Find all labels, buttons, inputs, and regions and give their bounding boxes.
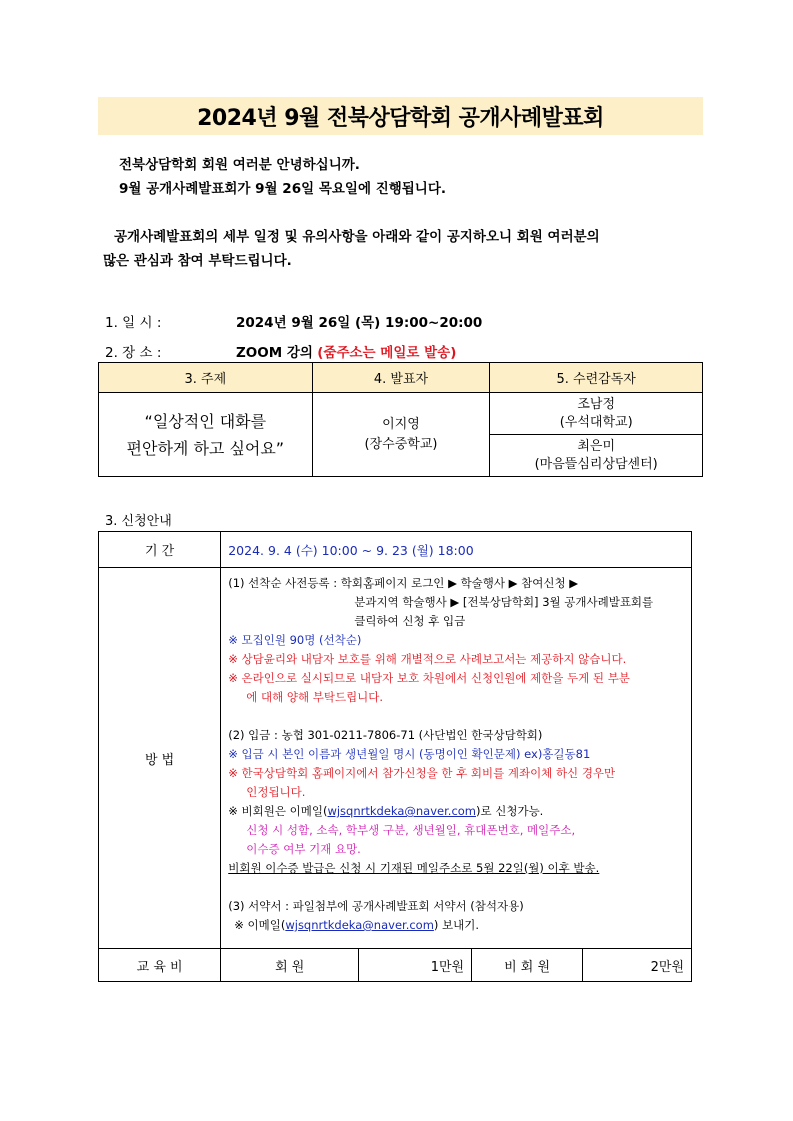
topic-cell: “일상적인 대화를 편안하게 하고 싶어요” [99, 393, 313, 477]
method-label: 방 법 [99, 568, 221, 949]
place-value: ZOOM 강의 (줌주소는 메일로 발송) [236, 345, 457, 361]
supervisor-cell: 조남정 (우석대학교) [490, 393, 703, 435]
application-table [98, 531, 692, 982]
presenter-cell: 이지영 (장수중학교) [312, 393, 490, 477]
presentation-table [98, 362, 703, 477]
fee-label: 교 육 비 [99, 949, 221, 982]
greeting-line: 공개사례발표회의 세부 일정 및 유의사항을 아래와 같이 공지하오니 회원 여러분의 [114, 229, 600, 245]
email-link[interactable]: wjsqnrtkdeka@naver.com [327, 804, 476, 818]
period-label: 기 간 [99, 532, 221, 568]
page-title: 2024년 9월 전북상담학회 공개사례발표회 [98, 97, 703, 135]
nonmember-label: 비 회 원 [472, 949, 583, 982]
period-value: 2024. 9. 4 (수) 10:00 ~ 9. 23 (월) 18:00 [221, 532, 692, 568]
date-value: 2024년 9월 26일 (목) 19:00~20:00 [236, 315, 483, 331]
nonmember-fee: 2만원 [583, 949, 692, 982]
supervisor-cell: 최은미 (마음뜰심리상담센터) [490, 435, 703, 477]
place-label: 2. 장 소 : [105, 345, 162, 361]
place-note: (줌주소는 메일로 발송) [317, 345, 457, 361]
method-content: (1) 선착순 사전등록 : 학회홈페이지 로그인 ▶ 학술행사 ▶ 참여신청 ▶ 분과지역 학술행사 ▶ [전북상담학회] 3월 공개사례발표회를 클릭하여 신청 후 입금 ※ 모집인원 90명 (선착순) ※ 상담윤리와 내담자 보호를 위해 개별적으로 사례보고서는 제공하지 않습니다. ※ 온라인으로 실시되므로 내담자 보호 차원에서 신청인원에 제한을 두게 된 부분 에 대해 양해 부탁드립니다. (2) 입금 : 농협 301-0211-7806-71 (사단법인 한국상담학회) ※ 입금 시 본인 이름과 생년월일 명시 (동명이인 확인문제) ex)홍길동81 ※ 한국상담학회 홈페이지에서 참가신청을 한 후 회비를 계좌이체 하신 경우만 인정됩니다. ※ 비회원은 이메일(wjsqnrtkdeka@naver.com)로 신청가능. 신청 시 성함, 소속, 학부생 구분, 생년월일, 휴대폰번호, 메일주소, 이수증 여부 기재 요망. 비회원 이수증 발급은 신청 시 기재된 메일주소로 5월 22일(월) 이후 발송. (3) 서약서 : 파일첨부에 공개사례발표회 서약서 (참석자용) ※ 이메일(wjsqnrtkdeka@naver.com) 보내기. [221, 568, 692, 949]
greeting-line: 전북상담학회 회원 여러분 안녕하십니까. [119, 157, 360, 173]
email-link[interactable]: wjsqnrtkdeka@naver.com [285, 918, 434, 932]
greeting-line: 9월 공개사례발표회가 9월 26일 목요일에 진행됩니다. [119, 181, 447, 197]
greeting-line: 많은 관심과 참여 부탁드립니다. [103, 253, 292, 269]
header-presenter: 4. 발표자 [312, 363, 490, 393]
member-fee: 1만원 [359, 949, 472, 982]
member-label: 회 원 [221, 949, 359, 982]
header-supervisor: 5. 수련감독자 [490, 363, 703, 393]
application-title: 3. 신청안내 [105, 514, 172, 529]
date-label: 1. 일 시 : [105, 315, 162, 331]
header-topic: 3. 주제 [99, 363, 313, 393]
